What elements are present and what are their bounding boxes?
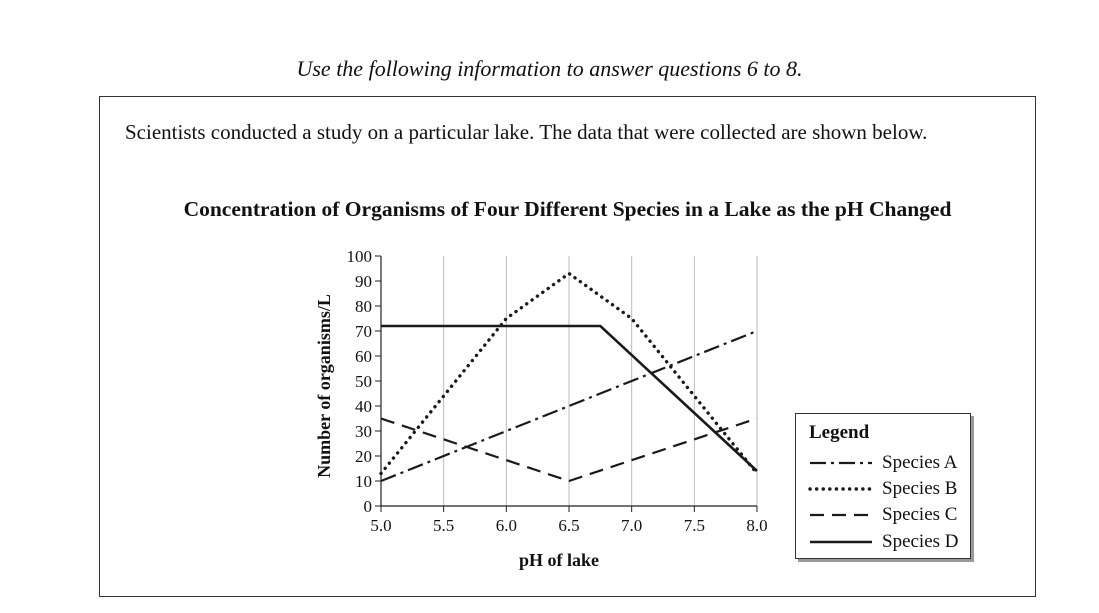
chart-title: Concentration of Organisms of Four Different Species in a Lake as the pH Changed <box>183 197 952 221</box>
legend <box>795 413 971 559</box>
legend-swatch <box>808 530 876 554</box>
y-tick-label: 80 <box>355 297 372 316</box>
y-tick-label: 70 <box>355 322 372 341</box>
x-tick-label: 5.0 <box>370 516 392 535</box>
legend-item-species-d <box>808 530 968 554</box>
y-tick-label: 0 <box>363 497 372 516</box>
y-tick-label: 40 <box>355 397 372 416</box>
legend-item-species-c <box>808 503 968 527</box>
legend-label: Species D <box>882 531 959 552</box>
x-axis-label: pH of lake <box>518 550 600 570</box>
legend-item-species-a <box>808 451 968 475</box>
y-tick-label: 60 <box>355 347 372 366</box>
x-tick-label: 5.5 <box>433 516 455 535</box>
x-tick-label: 6.5 <box>558 516 580 535</box>
y-tick-label: 30 <box>355 422 372 441</box>
intro-text: Scientists conducted a study on a particular lake. The data that were collected are shown below. <box>125 120 928 144</box>
legend-label: Species A <box>882 452 958 473</box>
instructions-text: Use the following information to answer questions 6 to 8. <box>296 56 803 81</box>
y-tick-label: 20 <box>355 447 372 466</box>
legend-title: Legend <box>809 422 870 443</box>
y-tick-label: 100 <box>346 247 372 266</box>
legend-swatch <box>808 477 876 501</box>
legend-label: Species C <box>882 504 958 525</box>
legend-label: Species B <box>882 478 958 499</box>
legend-swatch <box>808 503 876 527</box>
y-axis-label: Number of organisms/L <box>314 294 334 478</box>
x-tick-label: 7.0 <box>621 516 643 535</box>
legend-item-species-b <box>808 477 968 501</box>
legend-swatch <box>808 451 876 475</box>
x-tick-label: 8.0 <box>746 516 768 535</box>
x-tick-label: 7.5 <box>683 516 705 535</box>
y-tick-label: 10 <box>355 472 372 491</box>
x-tick-label: 6.0 <box>495 516 517 535</box>
y-tick-label: 90 <box>355 272 372 291</box>
y-tick-label: 50 <box>355 372 372 391</box>
